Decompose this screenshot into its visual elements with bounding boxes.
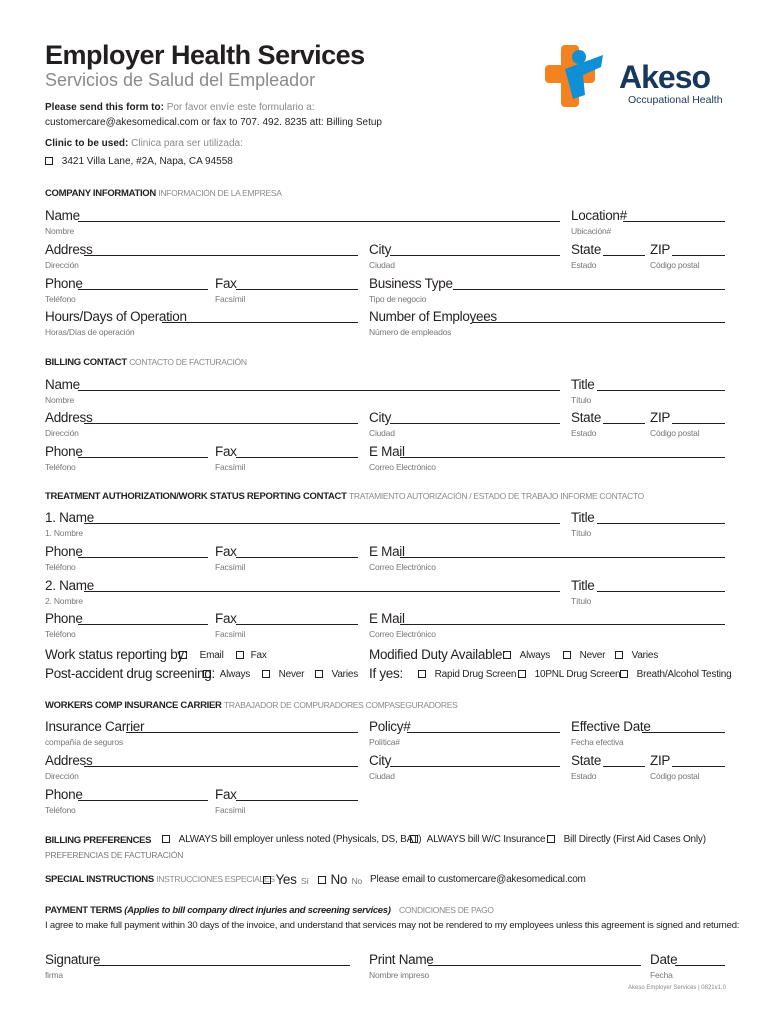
billing-city-es: Ciudad [369,428,395,438]
treatment-name2-es: 2. Nombre [45,596,83,606]
workers-city-label: City [369,753,392,768]
company-employees-es: Número de empleados [369,327,452,337]
company-btype-field[interactable] [453,289,725,290]
post-never-checkbox[interactable] [262,670,270,678]
workers-address-es: Dirección [45,771,79,781]
workers-zip-es: Código postal [650,771,700,781]
carrier-es: compañía de seguros [45,737,123,747]
send-to [45,102,315,113]
prefs-title: BILLING PREFERENCES [45,835,152,846]
carrier-field[interactable] [126,732,358,733]
work-status-email-text: Email [199,650,224,661]
billing-address-field[interactable] [84,423,358,424]
post-varies-text: Varies [331,669,358,680]
work-status-label: Work status reporting by: [45,647,188,662]
prefs-text-1: ALWAYS bill employer unless noted (Physicals, DS, BAT) [178,834,422,845]
company-location-es: Ubicación# [571,226,612,236]
print-name-label: Print Name [369,952,434,967]
treatment-title1-label: Title [571,510,595,525]
breath-checkbox[interactable] [620,670,628,678]
billing-name-es: Nombre [45,395,75,405]
treatment-fax2-es: Facsímil [215,629,246,639]
billing-name-label: Name [45,377,80,392]
company-section-title [45,188,282,199]
modified-varies-option[interactable] [615,650,658,661]
treatment-phone1-field[interactable] [78,557,208,558]
clinic [45,138,243,149]
special-section-title [45,874,275,885]
company-city-field[interactable] [390,255,560,256]
print-name-es: Nombre impreso [369,970,430,980]
company-zip-es: Código postal [650,260,700,270]
company-employees-field[interactable] [473,322,725,323]
company-state-label: State [571,242,602,257]
billing-zip-label: ZIP [650,410,671,425]
billing-fax-field[interactable] [236,457,358,458]
send-label-es: Por favor envíe este formulario a: [166,102,315,113]
company-city-label: City [369,242,392,257]
company-employees-label: Number of Employees [369,309,497,324]
company-name-es: Nombre [45,226,75,236]
prefs-checkbox-2[interactable] [410,835,418,843]
modified-varies-text: Varies [631,650,658,661]
tenpnl-text: 10PNL Drug Screen [534,669,621,680]
treatment-title1-field[interactable] [597,523,725,524]
payment-title: PAYMENT TERMS [45,905,122,916]
carrier-label: Insurance Carrier [45,719,145,734]
workers-state-label: State [571,753,602,768]
page-subtitle: Servicios de Salud del Empleador [45,70,316,90]
special-no-es: No [351,876,363,886]
modified-never-text: Never [579,650,606,661]
company-name-field[interactable] [78,221,560,222]
billing-name-field[interactable] [78,390,560,391]
company-btype-label: Business Type [369,276,453,291]
company-hours-field[interactable] [162,322,358,323]
treatment-email2-field[interactable] [400,624,725,625]
treatment-fax1-label: Fax [215,544,237,559]
rapid-checkbox[interactable] [418,670,426,678]
modified-never-checkbox[interactable] [563,651,571,659]
workers-city-es: Ciudad [369,771,395,781]
treatment-email2-es: Correo Electrónico [369,629,436,639]
billing-title-es-sub: Título [571,395,592,405]
treatment-phone2-label: Phone [45,611,83,626]
billing-city-field[interactable] [390,423,560,424]
workers-phone-field[interactable] [78,800,208,801]
policy-es: Política# [369,737,400,747]
billing-section-title [45,357,247,368]
workers-fax-label: Fax [215,787,237,802]
treatment-fax2-label: Fax [215,611,237,626]
company-hours-label: Hours/Days of Operation [45,309,187,324]
work-status-fax-checkbox[interactable] [236,651,244,659]
workers-phone-es: Teléfono [45,805,76,815]
billing-email-field[interactable] [400,457,725,458]
billing-title-es: CONTACTO DE FACTURACIÓN [129,357,247,367]
workers-zip-label: ZIP [650,753,671,768]
treatment-fax1-es: Facsímil [215,562,246,572]
company-location-field[interactable] [623,221,725,222]
send-line: customercare@akesomedical.com or fax to 707. 492. 8235 att: Billing Setup [45,117,382,128]
special-yes-text: Yes [275,872,297,887]
company-address-field[interactable] [84,255,358,256]
akeso-logo [543,45,733,115]
company-zip-label: ZIP [650,242,671,257]
modified-always-text: Always [519,650,551,661]
prefs-checkbox-1[interactable] [162,835,170,843]
company-fax-label: Fax [215,276,237,291]
payment-section-title [45,905,494,916]
date-es: Fecha [650,970,673,980]
tenpnl-checkbox[interactable] [518,670,526,678]
company-fax-field[interactable] [236,289,358,290]
company-name-label: Name [45,208,80,223]
prefs-option-1[interactable] [162,834,421,845]
work-status-fax-text: Fax [250,650,267,661]
workers-title-es: TRABAJADOR DE COMPURADORES COMPASEGURADORES [223,700,458,710]
post-never-option[interactable] [262,669,304,680]
billing-email-es: Correo Electrónico [369,462,436,472]
page-title: Employer Health Services [45,40,365,70]
logo-name: Akeso [619,59,711,95]
billing-fax-label: Fax [215,444,237,459]
treatment-email2-label: E Mail [369,611,405,626]
clinic-option[interactable] [45,156,233,167]
treatment-name2-label: 2. Name [45,578,94,593]
if-yes-label: If yes: [369,666,403,681]
workers-address-field[interactable] [84,766,358,767]
effective-field[interactable] [642,732,725,733]
workers-section-title [45,700,457,711]
company-phone-field[interactable] [78,289,208,290]
print-name-field[interactable] [428,965,641,966]
footer-code: Akeso Employer Services | 0821v1.0 [628,985,726,991]
special-yes-es: Sí [301,876,309,886]
payment-agree: I agree to make full payment within 30 days of the invoice, and understand that services may not be rendered to my employees unless this agreement is signed and returned: [45,920,740,931]
billing-title: BILLING CONTACT [45,357,127,368]
clinic-label: Clinic to be used: [45,138,129,149]
billing-address-label: Address [45,410,93,425]
post-always-option[interactable] [203,669,250,680]
clinic-label-es: Clinica para ser utilizada: [131,138,243,149]
prefs-title-es: PREFERENCIAS DE FACTURACIÓN [45,850,184,860]
modified-varies-checkbox[interactable] [615,651,623,659]
prefs-option-2[interactable] [410,834,545,845]
treatment-title2-field[interactable] [597,591,725,592]
treatment-email1-es: Correo Electrónico [369,562,436,572]
date-field[interactable] [675,965,725,966]
workers-fax-es: Facsímil [215,805,246,815]
treatment-section-title [45,491,644,502]
special-no-text: No [330,872,348,887]
workers-title: WORKERS COMP INSURANCE CARRIER [45,700,222,711]
workers-zip-field[interactable] [672,766,725,767]
billing-state-field[interactable] [603,423,645,424]
treatment-phone1-es: Teléfono [45,562,76,572]
modified-always-checkbox[interactable] [503,651,511,659]
treatment-email1-field[interactable] [400,557,725,558]
prefs-checkbox-3[interactable] [547,835,555,843]
treatment-phone2-es: Teléfono [45,629,76,639]
billing-state-es: Estado [571,428,597,438]
post-never-text: Never [278,669,305,680]
billing-address-es: Dirección [45,428,79,438]
treatment-name1-field[interactable] [84,523,560,524]
treatment-email1-label: E Mail [369,544,405,559]
company-state-field[interactable] [603,255,645,256]
breath-text: Breath/Alcohol Testing [636,669,732,680]
modified-never-option[interactable] [563,650,605,661]
company-hours-es: Horas/Días de operación [45,327,135,337]
signature-label: Signature [45,952,101,967]
workers-fax-field[interactable] [236,800,358,801]
treatment-name1-es: 1. Nombre [45,528,83,538]
treatment-phone2-field[interactable] [78,624,208,625]
payment-title-es: CONDICIONES DE PAGO [398,905,494,915]
workers-address-label: Address [45,753,93,768]
billing-state-label: State [571,410,602,425]
prefs-text-3: Bill Directly (First Aid Cases Only) [563,834,706,845]
billing-title-label: Title [571,377,595,392]
billing-email-label: E Mail [369,444,405,459]
work-status-email-option[interactable] [179,650,224,661]
billing-fax-es: Facsímil [215,462,246,472]
policy-field[interactable] [407,732,560,733]
special-yes-checkbox[interactable] [263,876,271,884]
breath-option[interactable] [620,669,732,680]
special-title: SPECIAL INSTRUCTIONS [45,874,154,885]
special-title-es: INSTRUCCIONES ESPECIALES [156,874,275,884]
effective-es: Fecha efectiva [571,737,624,747]
special-no-checkbox[interactable] [318,876,326,884]
signature-es: firma [45,970,63,980]
treatment-title2-label: Title [571,578,595,593]
company-btype-es: Tipo de negocio [369,294,427,304]
company-address-label: Address [45,242,93,257]
work-status-email-checkbox[interactable] [179,651,187,659]
modified-duty-label: Modified Duty Available: [369,647,506,662]
company-fax-es: Facsímil [215,294,246,304]
treatment-title: TREATMENT AUTHORIZATION/WORK STATUS REPORTING CONTACT [45,491,347,502]
billing-title-field[interactable] [597,390,725,391]
prefs-text-2: ALWAYS bill W/C Insurance [426,834,546,845]
date-label: Date [650,952,678,967]
post-varies-checkbox[interactable] [315,670,323,678]
treatment-phone1-label: Phone [45,544,83,559]
rapid-option[interactable] [418,669,516,680]
post-varies-option[interactable] [315,669,358,680]
treatment-name2-field[interactable] [84,591,560,592]
treatment-title1-es: Título [571,528,592,538]
effective-label: Effective Date [571,719,651,734]
treatment-title2-es: Título [571,596,592,606]
billing-phone-es: Teléfono [45,462,76,472]
special-no-option[interactable] [318,871,362,889]
company-zip-field[interactable] [672,255,725,256]
work-status-fax-option[interactable] [236,650,267,661]
tenpnl-option[interactable] [518,669,620,680]
company-phone-label: Phone [45,276,83,291]
billing-phone-field[interactable] [78,457,208,458]
billing-phone-label: Phone [45,444,83,459]
payment-note: (Applies to bill company direct injuries and screening services) [124,905,391,916]
workers-phone-label: Phone [45,787,83,802]
company-title: COMPANY INFORMATION [45,188,156,199]
policy-label: Policy# [369,719,411,734]
company-address-es: Dirección [45,260,79,270]
workers-state-es: Estado [571,771,597,781]
company-location-label: Location# [571,208,627,223]
treatment-fax2-field[interactable] [236,624,358,625]
billing-city-label: City [369,410,392,425]
logo-tagline: Occupational Health [628,94,723,106]
workers-state-field[interactable] [603,766,645,767]
clinic-checkbox[interactable] [45,157,53,165]
treatment-title-es: TRATAMIENTO AUTORIZACIÓN / ESTADO DE TRABAJO INFORME CONTACTO [348,491,644,501]
workers-city-field[interactable] [390,766,560,767]
company-city-es: Ciudad [369,260,395,270]
post-always-text: Always [219,669,251,680]
company-phone-es: Teléfono [45,294,76,304]
rapid-text: Rapid Drug Screen [434,669,517,680]
prefs-option-3[interactable] [547,834,706,845]
company-state-es: Estado [571,260,597,270]
special-yes-option[interactable] [263,871,309,889]
treatment-name1-label: 1. Name [45,510,94,525]
clinic-address: 3421 Villa Lane, #2A, Napa, CA 94558 [61,156,233,167]
send-label: Please send this form to: [45,102,164,113]
special-note: Please email to customercare@akesomedical.com [370,874,586,885]
signature-field[interactable] [94,965,350,966]
company-title-es: INFORMACIÓN DE LA EMPRESA [158,188,282,198]
modified-always-option[interactable] [503,650,550,661]
post-accident-label: Post-accident drug screening: [45,666,215,681]
treatment-fax1-field[interactable] [236,557,358,558]
post-always-checkbox[interactable] [203,670,211,678]
billing-zip-es: Código postal [650,428,700,438]
billing-zip-field[interactable] [672,423,725,424]
